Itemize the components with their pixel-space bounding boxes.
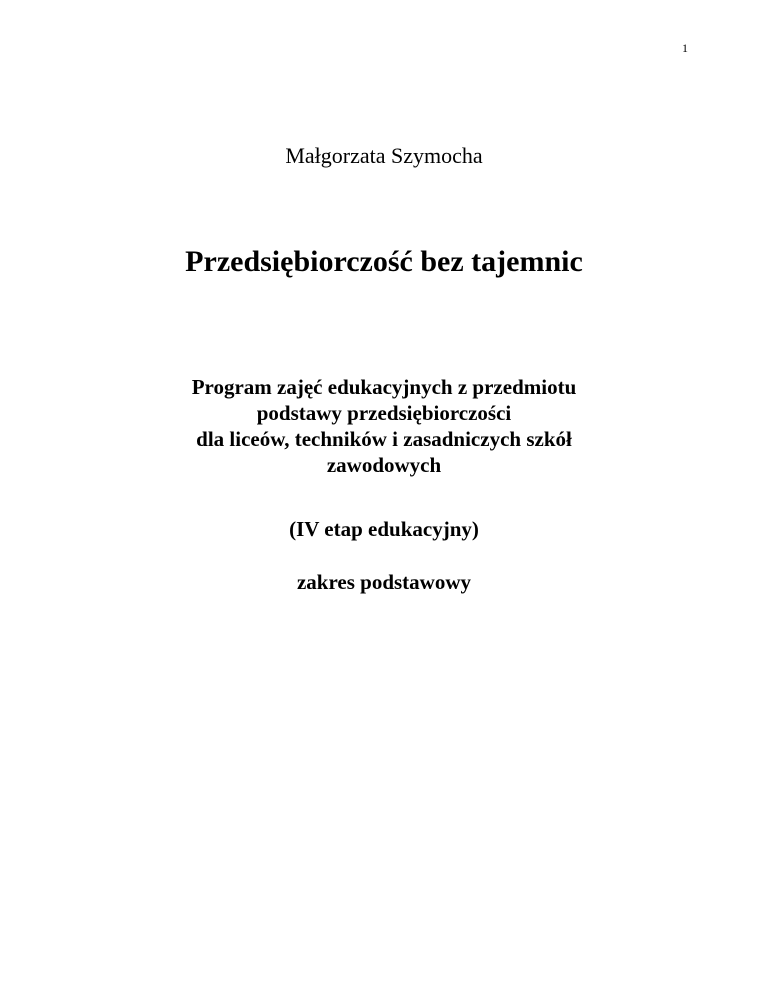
page-number: 1 <box>682 41 688 55</box>
program-line: Program zajęć edukacyjnych z przedmiotu <box>191 375 577 399</box>
document-title: Przedsiębiorczość bez tajemnic <box>185 245 583 278</box>
program-line: dla liceów, techników i zasadniczych szkół <box>196 427 572 451</box>
author-name: Małgorzata Szymocha <box>285 143 483 168</box>
scope-level: zakres podstawowy <box>296 570 472 594</box>
program-line: podstawy przedsiębiorczości <box>256 401 512 425</box>
program-line: zawodowych <box>326 453 442 477</box>
program-description <box>0 374 768 478</box>
education-stage: (IV etap edukacyjny) <box>289 517 479 541</box>
